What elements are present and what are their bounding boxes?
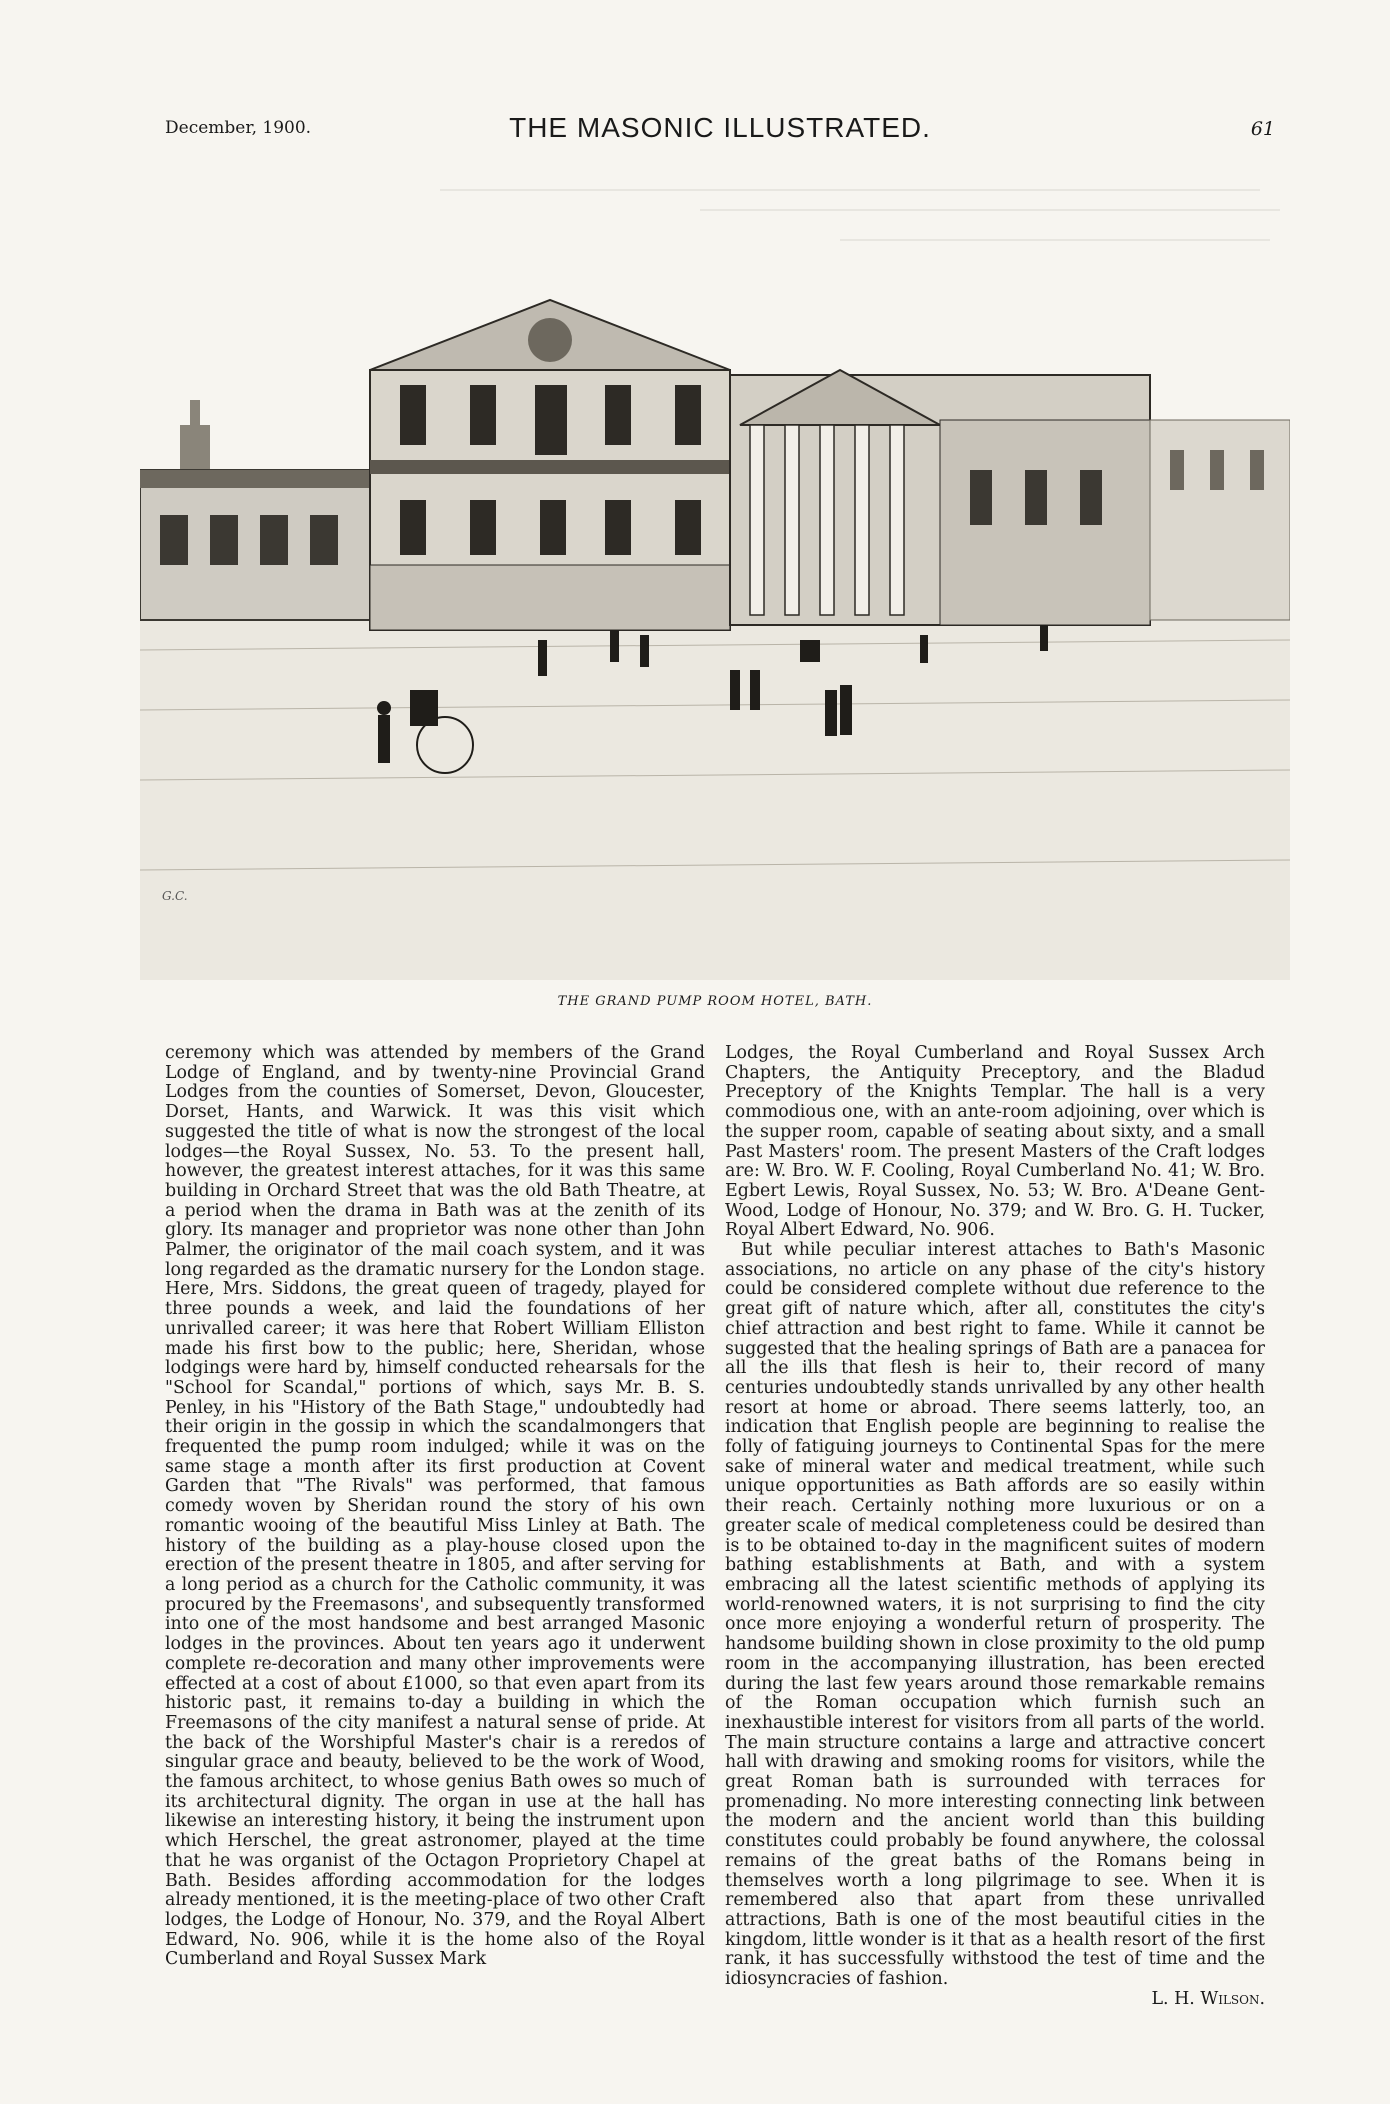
article-paragraph: Lodges, the Royal Cumberland and Royal Sussex Arch Chapters, the Antiquity Preceptory, and the Bladud Preceptory of the Knights Templar. The hall is a very commodious one, with an ante-room adjoining, over which is the supper room, capable of seating about sixty, and a small Past Masters' room. The present Masters of the Craft lodges are: W. Bro. W. F. Cooling, Royal Cumberland No. 41; W. Bro. Egbert Lewis, Royal Sussex, No. 53; W. Bro. A'Deane Gent-Wood, Lodge of Honour, No. 379; and W. Bro. G. H. Tucker, Royal Albert Edward, No. 906.	[725, 1043, 1265, 1241]
page-header	[165, 112, 1275, 152]
figure-caption: THE GRAND PUMP ROOM HOTEL, BATH.	[557, 994, 873, 1009]
article-paragraph: But while peculiar interest attaches to Bath's Masonic associations, no article on any phase of the city's history could be considered complete without due reference to the great gift of nature which, after all, constitutes the city's chief attraction and best right to fame. While it cannot be suggested that the healing springs of Bath are a panacea for all the ills that flesh is heir to, their record of many centuries undoubtedly stands unrivalled by any other health resort at home or abroad. There seems latterly, too, an indication that English people are beginning to realise the folly of fatiguing journeys to Continental Spas for the mere sake of mineral water and medical treatment, while such unique opportunities as Bath affords are so easily within their reach. Certainly nothing more luxurious or on a greater scale of medical completeness could be desired than is to be obtained to-day in the magnificent suites of modern bathing establishments at Bath, and with a system embracing all the latest scientific methods of applying its world-renowned waters, it is not surprising to find the city once more enjoying a wonderful return of prosperity. The handsome building shown in close proximity to the old pump room in the accompanying illustration, has been erected during the last few years around those remarkable remains of the Roman occupation which furnish such an inexhaustible interest for visitors from all parts of the world. The main structure contains a large and attractive concert hall with drawing and smoking rooms for visitors, while the great Roman bath is surrounded with terraces for promenading. No more interesting connecting link between the modern and the ancient world than this building constitutes could probably be found anywhere, the colossal remains of the great baths of the Romans being in themselves worth a long pilgrimage to see. When it is remembered also that apart from these unrivalled attractions, Bath is one of the most beautiful cities in the kingdom, little wonder is it that as a health resort of the first rank, it has successfully withstood the test of time and the idiosyncracies of fashion.	[725, 1240, 1265, 1990]
article-paragraph: ceremony which was attended by members of the Grand Lodge of England, and by twenty-nine Provincial Grand Lodges from the counties of Somerset, Devon, Gloucester, Dorset, Hants, and Warwick. It was this visit which suggested the title of what is now the strongest of the local lodges—the Royal Sussex, No. 53. To the present hall, however, the greatest interest attaches, for it was this same building in Orchard Street that was the old Bath Theatre, at a period when the drama in Bath was at the zenith of its glory. Its manager and proprietor was none other than John Palmer, the originator of the mail coach system, and it was long regarded as the dramatic nursery for the London stage. Here, Mrs. Siddons, the great queen of tragedy, played for three pounds a week, and laid the foundations of her unrivalled career; it was here that Robert William Elliston made his first bow to the public; here, Sheridan, whose lodgings were hard by, himself conducted rehearsals for the "School for Scandal," portions of which, says Mr. B. S. Penley, in his "History of the Bath Stage," undoubtedly had their origin in the gossip in which the scandalmongers that frequented the pump room indulged; while it was on the same stage a month after its first production at Covent Garden that "The Rivals" was performed, that famous comedy woven by Sheridan round the story of his own romantic wooing of the beautiful Miss Linley at Bath. The history of the building as a play-house closed upon the erection of the present theatre in 1805, and after serving for a long period as a church for the Catholic community, it was procured by the Freemasons', and subsequently transformed into one of the most handsome and best arranged Masonic lodges in the provinces. About ten years ago it underwent complete re-decoration and many other improvements were effected at a cost of about £1000, so that even apart from its historic past, it remains to-day a building in which the Freemasons of the city manifest a natural sense of pride. At the back of the Worshipful Master's chair is a reredos of singular grace and beauty, believed to be the work of Wood, the famous architect, to whose genius Bath owes so much of its architectural dignity. The organ in use at the hall has likewise an interesting history, it being the instrument upon which Herschel, the great astronomer, played at the time that he was organist of the Octagon Proprietory Chapel at Bath. Besides affording accommodation for the lodges already mentioned, it is the meeting-place of two other Craft lodges, the Lodge of Honour, No. 379, and the Royal Albert Edward, No. 906, while it is the home also of the Royal Cumberland and Royal Sussex Mark	[165, 1043, 705, 1970]
svg-text:G.C.: G.C.	[162, 889, 188, 903]
signature-row	[725, 1990, 1265, 2010]
author-signature: L. H. Wilson.	[1151, 1988, 1265, 2009]
pump-room-illustration	[140, 170, 1290, 980]
article-column-left	[165, 1044, 705, 1970]
publication-title: THE MASONIC ILLUSTRATED.	[509, 112, 931, 143]
issue-date: December, 1900.	[165, 118, 312, 138]
article-column-right	[725, 1044, 1265, 2009]
page-number: 61	[1250, 118, 1275, 140]
